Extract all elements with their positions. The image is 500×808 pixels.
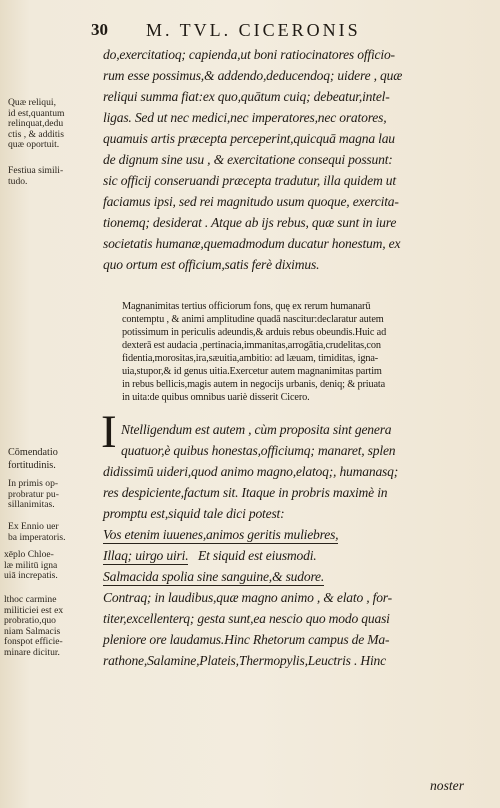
margin-note-line: fortitudinis. bbox=[8, 460, 56, 471]
commentary-line: potissimum in periculis adeundis,& arduis rebus obeundis.Huic ad bbox=[122, 327, 387, 338]
commentary-line: in uita:de quibus omnibus uariè disserit Cicero. bbox=[122, 392, 310, 403]
main-text-block-2-intro bbox=[121, 419, 476, 461]
margin-note bbox=[8, 446, 100, 472]
commentary-block bbox=[122, 300, 476, 404]
text-line: Ntelligendum est autem , cùm proposita sint genera bbox=[121, 422, 392, 437]
margin-note-line: lthoc carmine bbox=[4, 594, 57, 605]
text-line: pleniore ore laudamus.Hinc Rhetorum campus de Ma- bbox=[103, 632, 390, 647]
margin-note bbox=[4, 595, 96, 658]
margin-note-line: Cōmendatio bbox=[8, 447, 58, 458]
margin-note-line: sillanimitas. bbox=[8, 499, 55, 510]
margin-note-line: fonspot efficie- bbox=[4, 636, 63, 647]
margin-note-line: xēplo Chloe- bbox=[4, 549, 54, 560]
margin-note bbox=[8, 166, 100, 187]
margin-note bbox=[8, 98, 100, 151]
page-number: 30 bbox=[91, 20, 108, 39]
margin-note-line: ctis , & additis bbox=[8, 128, 64, 140]
text-line: promptu est,siquid tale dici potest: bbox=[103, 506, 285, 521]
text-line: quamuis artis præcepta perceperint,quicquā magna lau bbox=[103, 131, 395, 146]
margin-note bbox=[4, 550, 96, 582]
text-line: faciamus ipsi, sed rei magnitudo usum quoque, exercita- bbox=[103, 194, 399, 209]
margin-note-line: militiciei est ex bbox=[4, 604, 64, 616]
commentary-line: in rebus bellicis,magis autem in negocijs urbanis, deniq; & priuata bbox=[122, 379, 386, 390]
margin-note bbox=[8, 479, 100, 511]
margin-note-line: relinquat,dedu bbox=[8, 118, 64, 129]
commentary-line: uia,stupor,& id genus uitia.Exercetur autem magnanimitas partim bbox=[122, 366, 382, 377]
commentary-line: Magnanimitas tertius officiorum fons, quę ex rerum humanarū bbox=[122, 301, 371, 312]
text-line: res despiciente,factum sit. Itaque in probris maximè in bbox=[103, 485, 388, 500]
main-text-block-2 bbox=[103, 461, 476, 671]
margin-note-line: uiā increpatis. bbox=[4, 570, 58, 581]
underlined-verse: Vos etenim iuuenes,animos geritis muliebres, bbox=[103, 527, 339, 542]
text-line: titer,excellenterq; gesta sunt,ea nescio quo modo quasi bbox=[103, 611, 390, 626]
margin-note-line: tudo. bbox=[8, 175, 28, 187]
text-line: quo ortum est officium,satis ferè diximus. bbox=[103, 257, 320, 272]
verse-line bbox=[103, 524, 476, 545]
margin-note-line: probratio,quo bbox=[4, 615, 56, 626]
text-line: reliqui summa fiat:ex quo,quātum cuiq; debeatur,intel- bbox=[103, 89, 390, 104]
margin-note-line: ba imperatoris. bbox=[8, 531, 66, 543]
text-line: didissimū uideri,quod animo magno,elatoq;, humanasq; bbox=[103, 464, 399, 479]
running-title: M. TVL. CICERONIS bbox=[146, 20, 361, 40]
text-line: do,exercitatioq; capienda,ut boni ratiocinatores officio- bbox=[103, 47, 395, 62]
commentary-line: fidentia,morositas,ira,sæuitia,ambitio: ad læuam, timiditas, igna- bbox=[122, 353, 379, 364]
text-line: ligas. Sed ut nec medici,nec imperatores,nec oratores, bbox=[103, 110, 387, 125]
margin-note-line: minare dicitur. bbox=[4, 646, 60, 658]
underlined-verse: Salmacida spolia sine sanguine,& sudore. bbox=[103, 569, 325, 584]
text-line: sic officij conseruandi præcepta tradutur, illa quidem ut bbox=[103, 173, 396, 188]
text-line: societatis humanæ,quemadmodum ducatur honestum, ex bbox=[103, 236, 401, 251]
text-line: tionemq; desiderat . Atque ab ijs rebus, quæ sunt in iure bbox=[103, 215, 397, 230]
margin-note-line: niam Salmacis bbox=[4, 625, 61, 637]
text-line: Contraq; in laudibus,quæ magno animo , & elato , for- bbox=[103, 590, 392, 605]
text-line: quatuor,è quibus honestas,officiumq; manaret, splen bbox=[121, 443, 396, 458]
margin-note-line: In primis op- bbox=[8, 478, 59, 489]
commentary-line: contemptu , & animi amplitudine quadā nascitur:declaratur autem bbox=[122, 314, 384, 325]
margin-note-line: Quæ reliqui, bbox=[8, 97, 56, 108]
margin-note-line: probratur pu- bbox=[8, 488, 59, 500]
margin-note-line: læ militū igna bbox=[4, 559, 58, 571]
verse-note: Et siquid est eiusmodi. bbox=[198, 548, 317, 563]
text-line: rum esse possimus,& addendo,deducendoq; uidere , quæ bbox=[103, 68, 403, 83]
margin-note-line: Festiua simili- bbox=[8, 165, 64, 176]
margin-note-line: quæ oportuit. bbox=[8, 139, 60, 150]
margin-note-line: Ex Ennio uer bbox=[8, 521, 59, 532]
verse-line bbox=[103, 566, 476, 587]
margin-note bbox=[8, 522, 100, 543]
running-header bbox=[0, 20, 500, 42]
text-line: rathone,Salamine,Plateis,Thermopylis,Leuctris . Hinc bbox=[103, 653, 386, 668]
catchword: noster bbox=[430, 778, 464, 793]
margin-note-line: id est,quantum bbox=[8, 107, 65, 119]
text-line: de dignum sine usu , & exercitatione consequi possunt: bbox=[103, 152, 393, 167]
underlined-verse: Illaq; uirgo uiri. bbox=[103, 548, 189, 563]
main-text-block-1 bbox=[103, 44, 476, 275]
drop-cap: I bbox=[101, 406, 117, 458]
verse-line bbox=[103, 545, 476, 566]
commentary-line: dexterā est audacia ,pertinacia,immanitas,arrogātia,crudelitas,con bbox=[122, 340, 381, 351]
